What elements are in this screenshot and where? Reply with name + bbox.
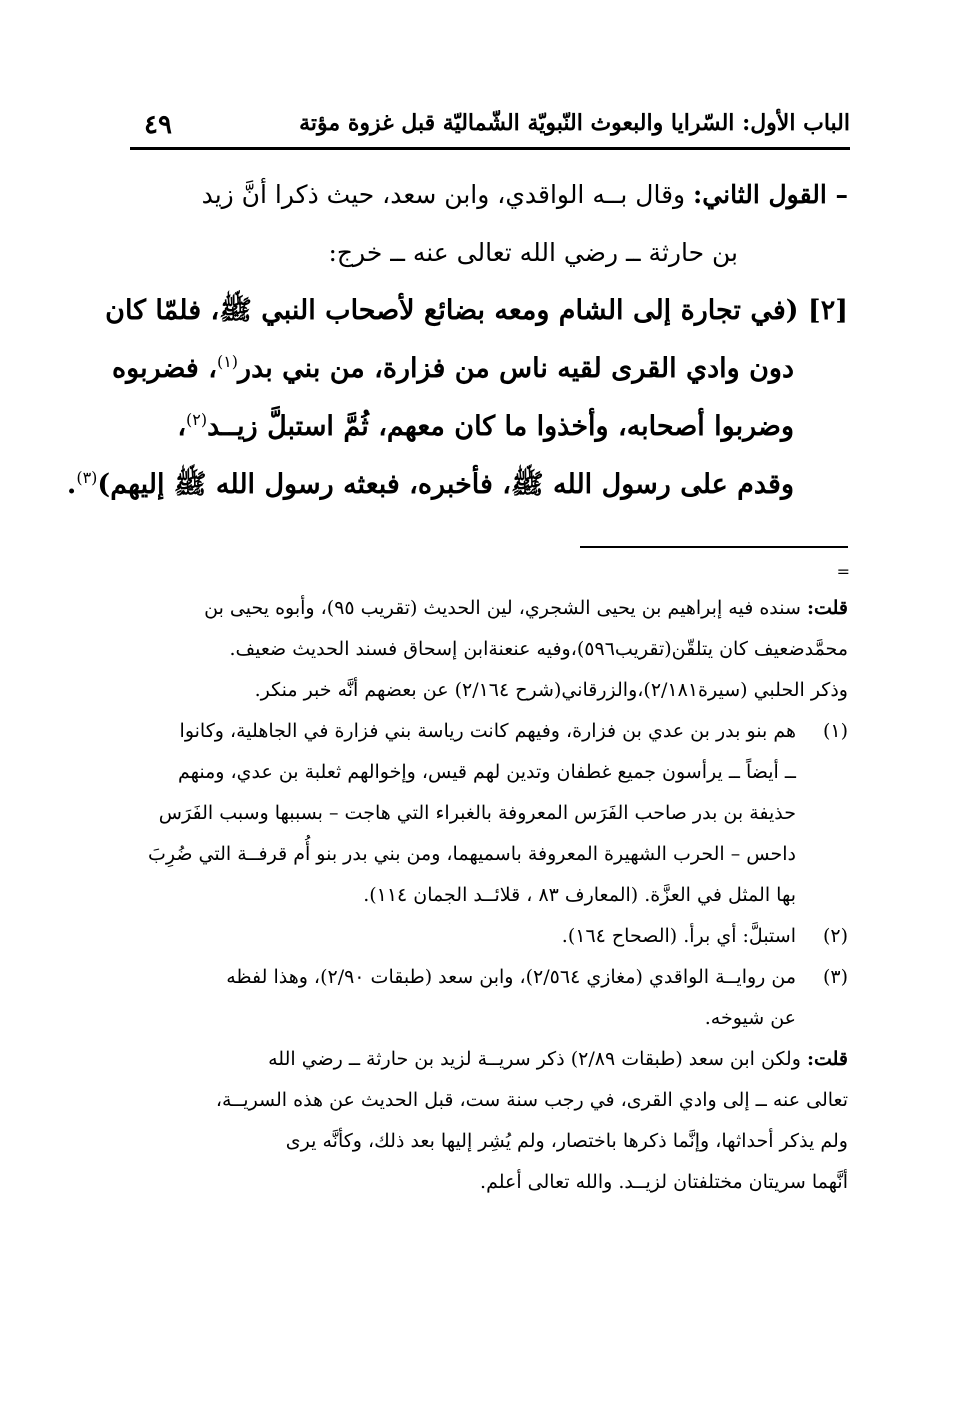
narration-line-1: [٢] (في تجارة إلى الشام ومعه بضائع لأصحاب النبي ﷺ، فلمّا كان <box>105 295 848 326</box>
main-text <box>66 166 848 514</box>
footnote-number: (١) <box>822 720 848 742</box>
note-outro-line-3: ولم يذكر أحداثها، وإنَّما ذكرها باختصار، ولم يُشِر إليها بعد ذلك، وكأنَّه يرى <box>285 1130 848 1152</box>
note-intro-line-1-text: سنده فيه إبراهيم بن يحيى الشجري، لين الحديث (تقريب ٩٥)، وأبوه يحيى بن <box>204 597 801 619</box>
narration-line-2-text: دون وادي القرى لقيه ناس من فزارة، من بني بدر <box>238 353 794 384</box>
narration-line-4-tail: . <box>66 469 77 500</box>
narration-line-3 <box>132 398 848 456</box>
narration-line-4 <box>66 456 848 514</box>
narration-line-2 <box>112 340 848 398</box>
running-title: الباب الأول: السّرايا والبعوث النّبويّة الشّماليّة قبل غزوة مؤتة <box>299 110 850 136</box>
note-outro-line-4: أنَّهما سريتان مختلفتان لزيــد. والله تعالى أعلم. <box>480 1171 848 1193</box>
footnote-2-line-1: استبلَّ: أي برأ. (الصحاح ١٦٤). <box>561 925 796 947</box>
footnote-continuation-mark: = <box>836 562 850 581</box>
note-outro-line-1 <box>132 1039 848 1080</box>
narration-line-2-tail: ، فضربوه <box>112 353 217 384</box>
footnote-3-line-1: من روايــة الواقدي (مغازي ٢/٥٦٤)، وابن سعد (طبقات ٢/٩٠)، وهذا لفظه <box>226 966 796 988</box>
narration-paragraph <box>66 282 848 514</box>
second-opinion-paragraph <box>132 166 848 282</box>
note-intro-line-2: محمَّدضعيف كان يتلقّن(تقريب٥٩٦)،وفيه عنعنةابن إسحاق فسند الحديث ضعيف. <box>229 638 848 660</box>
footnote-number: (٣) <box>822 966 848 988</box>
note-outro-line-1-text: ولكن ابن سعد (طبقات ٢/٨٩) ذكر سريــة لزيد بن حارثة ــ رضي الله <box>268 1048 801 1070</box>
page-number: ٤٩ <box>144 110 172 140</box>
footnote-separator <box>580 546 848 548</box>
footnote-note-intro <box>132 588 848 711</box>
header-rule <box>130 147 850 150</box>
footnote-note-outro <box>132 1039 848 1203</box>
footnote-1-line-1: هم بنو بدر بن عدي بن فزارة، وفيهم كانت رياسة بني فزارة في الجاهلية، وكانوا <box>179 720 796 742</box>
note-intro-line-3: وذكر الحلبي (سيرة٢/١٨١)،والزرقاني(شرح ٢/١٦٤) عن بعضهم أنَّه خبر منكر. <box>254 679 848 701</box>
footnote-number: (٢) <box>822 925 848 947</box>
note-outro-line-2: تعالى عنه ــ إلى وادي القرى، في رجب سنة ست، قبل الحديث عن هذه السريــة، <box>215 1089 848 1111</box>
note-intro-label: قلت: <box>806 597 848 619</box>
footnote-1 <box>132 711 848 916</box>
footnote-ref-2[interactable]: (٢) <box>186 410 208 429</box>
note-intro-line-1 <box>132 588 848 629</box>
second-opinion-label: – القول الثاني: <box>693 180 848 209</box>
footnote-1-line-5: بها المثل في العزَّة. (المعارف ٨٣ ، قلائــد الجمان ١١٤). <box>363 884 796 906</box>
narration-line-3-text: وضربوا أصحابه، وأخذوا ما كان معهم، ثُمَّ استبلَّ زيــد <box>207 411 794 442</box>
footnotes-section <box>132 588 848 1203</box>
footnote-3 <box>132 957 848 1039</box>
note-outro-label: قلت: <box>806 1048 848 1070</box>
footnote-3-line-2: عن شيوخه. <box>704 1007 796 1029</box>
footnote-1-line-2: ــ أيضاً ــ يرأسون جميع غطفان وتدين لهم قيس، وإخوالهم ثعلبة بن عدي، ومنهم <box>177 761 796 783</box>
footnote-ref-3[interactable]: (٣) <box>76 468 98 487</box>
second-opinion-line-1: وقال بــه الواقدي، وابن سعد، حيث ذكرا أنَّ زيد <box>201 180 686 209</box>
narration-line-4-text: وقدم على رسول الله ﷺ، فأخبره، فبعثه رسول الله ﷺ إليهم) <box>97 469 794 500</box>
page-header <box>130 106 850 146</box>
footnote-ref-1[interactable]: (١) <box>216 352 239 371</box>
second-opinion-line-2: بن حارثة ــ رضي الله تعالى عنه ــ خرج: <box>328 238 738 267</box>
footnote-1-line-4: داحس – الحرب الشهيرة المعروفة باسميهما، ومن بني بدر بنو أُم قرفــة التي ضُرِبَ <box>148 843 796 865</box>
footnote-1-line-3: حذيفة بن بدر صاحب الفَرَس المعروفة بالغبراء التي هاجت – بسببها وسبب الفَرَس <box>158 802 796 824</box>
footnote-2 <box>132 916 848 957</box>
narration-line-3-tail: ، <box>177 411 187 442</box>
